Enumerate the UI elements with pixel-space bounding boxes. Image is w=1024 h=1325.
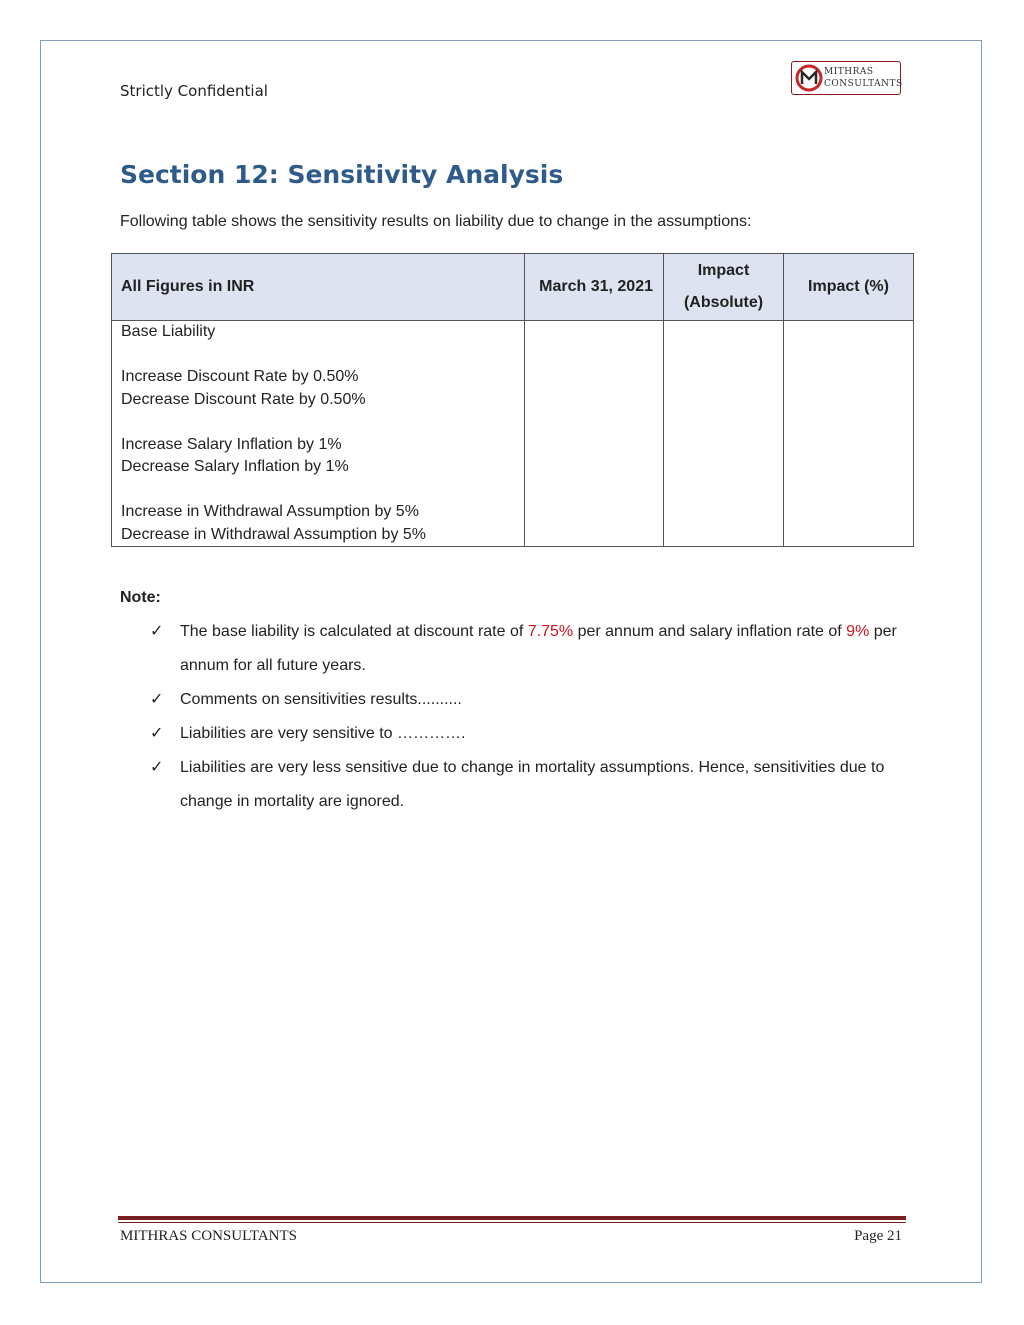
footer-company: MITHRAS CONSULTANTS — [120, 1228, 298, 1244]
row-spacer — [121, 344, 524, 367]
table-row — [112, 321, 914, 547]
header-figures: All Figures in INR — [112, 254, 525, 321]
section-title: Section 12: Sensitivity Analysis — [120, 160, 564, 189]
header-impact-line2: (Absolute) — [683, 294, 764, 311]
assumption-cell — [112, 321, 525, 547]
impact-absolute-cell — [664, 321, 784, 547]
note-title: Note: — [120, 589, 161, 606]
row-spacer — [121, 479, 524, 502]
table-header-row — [112, 254, 914, 321]
header-impact-percent: Impact (%) — [784, 254, 914, 321]
row-increase-discount: Increase Discount Rate by 0.50% — [121, 368, 359, 385]
list-item — [150, 717, 910, 751]
list-item — [150, 683, 910, 717]
row-base-liability: Base Liability — [121, 323, 216, 340]
logo-text-line2: CONSULTANTS — [824, 79, 903, 89]
row-spacer — [121, 411, 524, 434]
header-impact-line1: Impact — [697, 262, 750, 279]
header-impact-absolute — [664, 254, 784, 321]
checkmark-icon: ✓ — [150, 725, 164, 742]
salary-inflation-value: 9% — [846, 623, 870, 640]
list-item — [150, 751, 910, 819]
intro-text: Following table shows the sensitivity results on liability due to change in the assumptions: — [120, 213, 752, 230]
date-value-cell — [525, 321, 664, 547]
header-date: March 31, 2021 — [525, 254, 664, 321]
sensitivity-table — [111, 253, 914, 547]
checkmark-icon: ✓ — [150, 623, 164, 640]
logo-emblem-icon — [795, 64, 823, 92]
footer-divider-thin — [118, 1222, 906, 1223]
footer-divider-thick — [118, 1216, 906, 1220]
list-item — [150, 615, 910, 683]
note-text: Comments on sensitivities results.......... — [180, 691, 462, 708]
footer-page-number: Page 21 — [854, 1228, 902, 1244]
row-decrease-withdrawal: Decrease in Withdrawal Assumption by 5% — [121, 525, 427, 543]
row-decrease-discount: Decrease Discount Rate by 0.50% — [121, 390, 366, 408]
confidential-label: Strictly Confidential — [120, 82, 268, 100]
note-text: per annum and salary inflation rate of — [573, 623, 847, 640]
checkmark-icon: ✓ — [150, 691, 164, 708]
row-increase-withdrawal: Increase in Withdrawal Assumption by 5% — [121, 503, 419, 520]
note-text: Liabilities are very less sensitive due to change in mortality assumptions. Hence, sensitivities due to change in mortality are ignored. — [180, 759, 885, 810]
notes-list — [150, 615, 910, 819]
note-text: Liabilities are very sensitive to …………. — [180, 725, 466, 742]
row-increase-salary: Increase Salary Inflation by 1% — [121, 435, 342, 453]
impact-percent-cell — [784, 321, 914, 547]
note-text: per annum for all future years. — [180, 623, 897, 674]
logo-text-line1: MITHRAS — [824, 67, 874, 77]
company-logo — [791, 61, 901, 95]
row-decrease-salary: Decrease Salary Inflation by 1% — [121, 458, 349, 475]
note-text: The base liability is calculated at discount rate of — [180, 623, 528, 640]
discount-rate-value: 7.75% — [527, 623, 574, 640]
checkmark-icon: ✓ — [150, 759, 164, 776]
